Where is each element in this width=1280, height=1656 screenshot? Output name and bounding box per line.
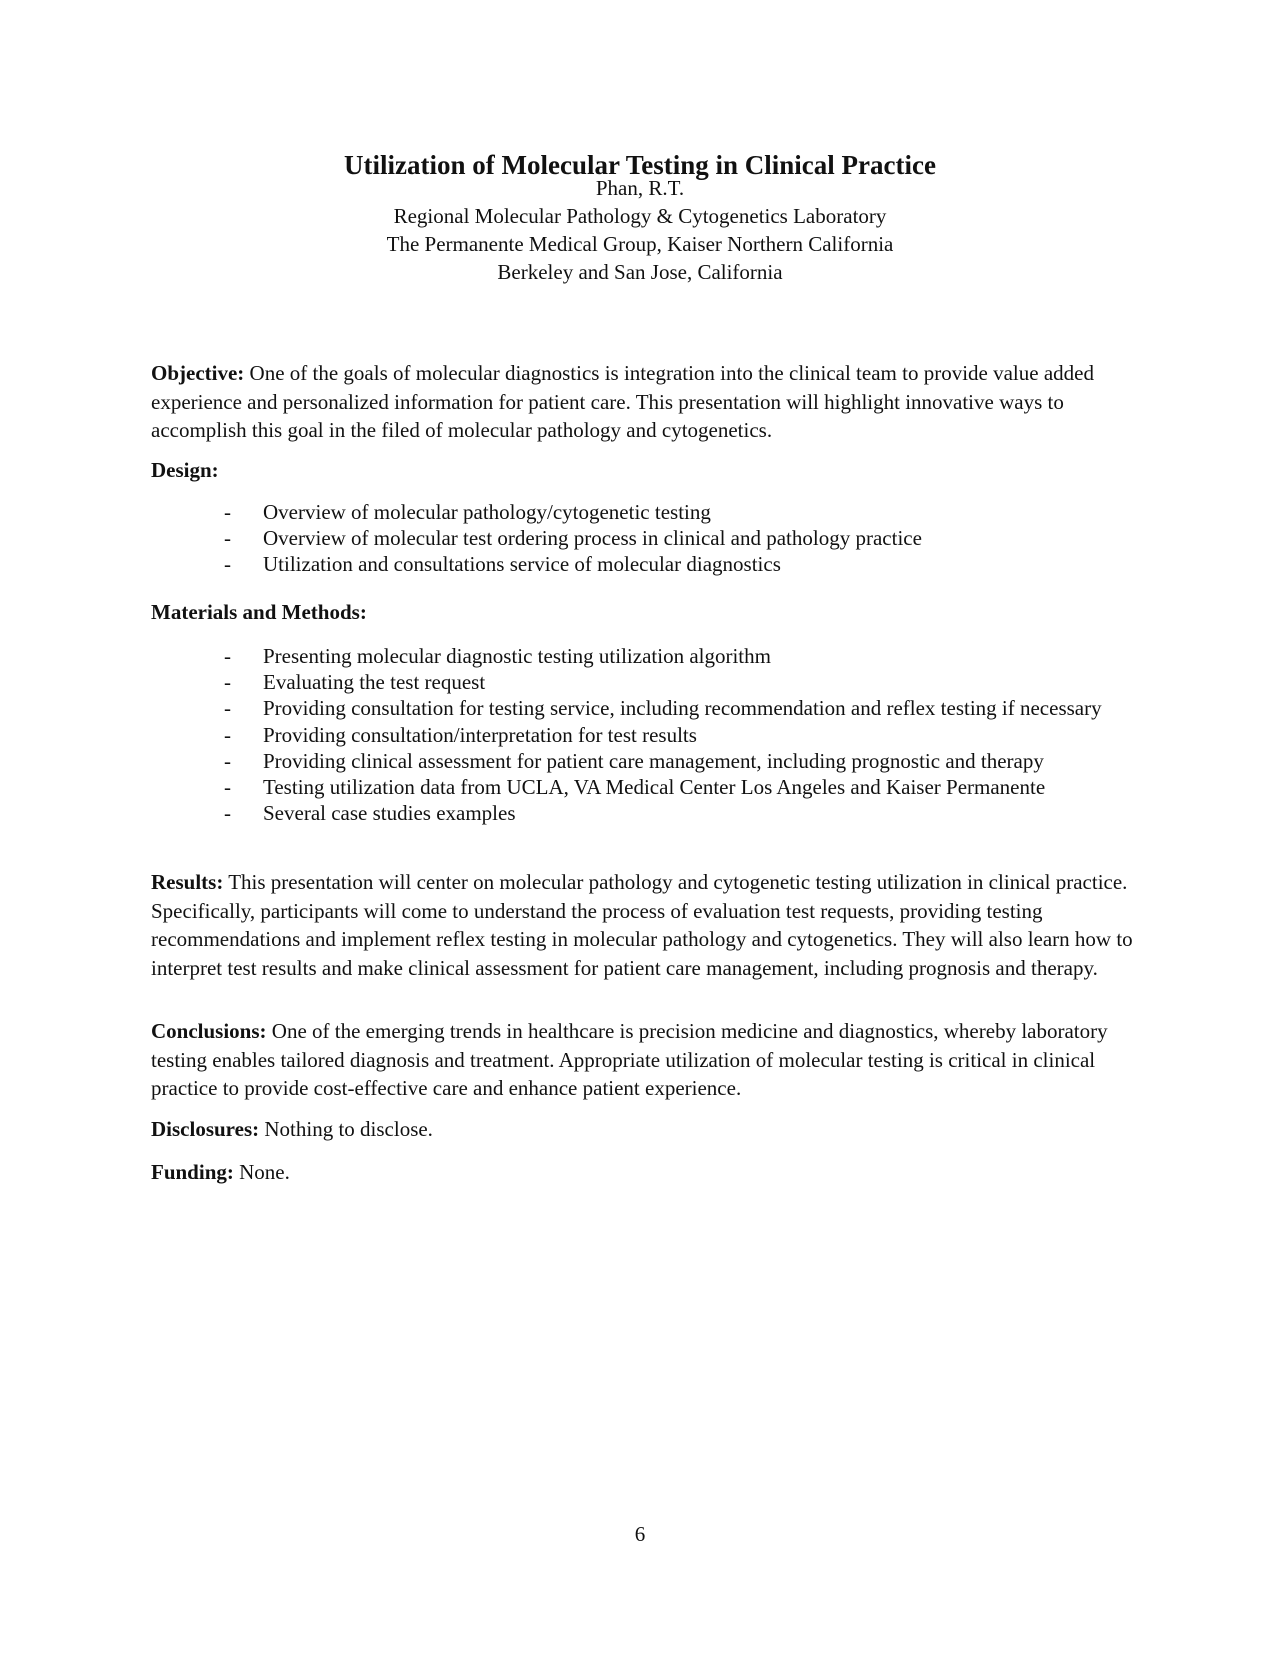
list-item (151, 722, 1151, 748)
list-marker: - (224, 644, 231, 668)
results-text: This presentation will center on molecular pathology and cytogenetic testing utilization in clinical practice. Specifically, participants will come to understand the process of evaluation test requests, providing testing recommendations and implement reflex testing in molecular pathology and cytogenetics. They will also learn how to interpret test results and make clinical assessment for patient care management, including prognosis and therapy. (151, 870, 1133, 980)
disclosures-paragraph (151, 1115, 1151, 1144)
disclosures-text: Nothing to disclose. (259, 1117, 433, 1141)
list-item-text: Providing consultation/interpretation for test results (263, 722, 697, 747)
results-label: Results: (151, 870, 224, 894)
methods-list (151, 643, 1151, 826)
list-marker: - (224, 722, 231, 747)
list-item-text: Utilization and consultations service of molecular diagnostics (263, 552, 781, 577)
list-item-text: Overview of molecular pathology/cytogenetic testing (263, 500, 711, 524)
funding-paragraph (151, 1158, 1151, 1187)
list-item-text: Presenting molecular diagnostic testing utilization algorithm (263, 644, 771, 668)
list-marker: - (224, 526, 231, 551)
objective-label: Objective: (151, 361, 245, 385)
design-list (151, 499, 1151, 578)
list-item (151, 551, 1151, 577)
list-item-text: Testing utilization data from UCLA, VA Medical Center Los Angeles and Kaiser Permanente (263, 775, 1046, 800)
list-item (151, 669, 1151, 695)
design-heading: Design: (151, 458, 219, 482)
author-name: Phan, R.T. (595, 176, 685, 200)
affiliation-line: The Permanente Medical Group, Kaiser Northern California (386, 232, 894, 256)
list-item-text: Providing clinical assessment for patient care management, including prognostic and therapy (263, 748, 1044, 773)
author-affiliation-block (0, 174, 1280, 286)
list-item (151, 800, 1151, 826)
objective-paragraph (151, 359, 1151, 445)
list-item (151, 525, 1151, 551)
methods-heading: Materials and Methods: (151, 600, 367, 624)
list-item-text: Evaluating the test request (263, 670, 486, 695)
objective-text: One of the goals of molecular diagnostics is integration into the clinical team to provide value added experience and personalized information for patient care. This presentation will highlight innovative ways to accomplish this goal in the filed of molecular pathology and cytogenetics. (151, 361, 1094, 442)
page-number: 6 (634, 1522, 646, 1546)
list-marker: - (224, 500, 231, 524)
list-marker: - (224, 801, 231, 826)
list-marker: - (224, 775, 231, 800)
conclusions-label: Conclusions: (151, 1019, 267, 1043)
list-item (151, 499, 1151, 525)
list-marker: - (224, 670, 231, 695)
conclusions-text: One of the emerging trends in healthcare is precision medicine and diagnostics, whereby laboratory testing enables tailored diagnosis and treatment. Appropriate utilization of molecular testing is critical in clinical practice to provide cost-effective care and enhance patient experience. (151, 1019, 1108, 1100)
list-marker: - (224, 696, 231, 721)
list-marker: - (224, 552, 231, 577)
list-item (151, 774, 1151, 800)
list-marker: - (224, 748, 231, 773)
disclosures-label: Disclosures: (151, 1117, 260, 1141)
affiliation-line: Regional Molecular Pathology & Cytogenetics Laboratory (393, 204, 887, 228)
affiliation-line: Berkeley and San Jose, California (497, 260, 783, 284)
list-item-text: Providing consultation for testing service, including recommendation and reflex testing if necessary (263, 696, 1102, 721)
conclusions-paragraph (151, 1017, 1151, 1103)
list-item (151, 695, 1151, 721)
list-item (151, 748, 1151, 774)
list-item-text: Overview of molecular test ordering process in clinical and pathology practice (263, 526, 922, 551)
list-item (151, 643, 1151, 669)
document-title: Utilization of Molecular Testing in Clinical Practice (344, 150, 936, 180)
funding-label: Funding: (151, 1160, 234, 1184)
list-item-text: Several case studies examples (263, 801, 516, 826)
funding-text: None. (233, 1160, 290, 1184)
results-paragraph (151, 868, 1151, 982)
